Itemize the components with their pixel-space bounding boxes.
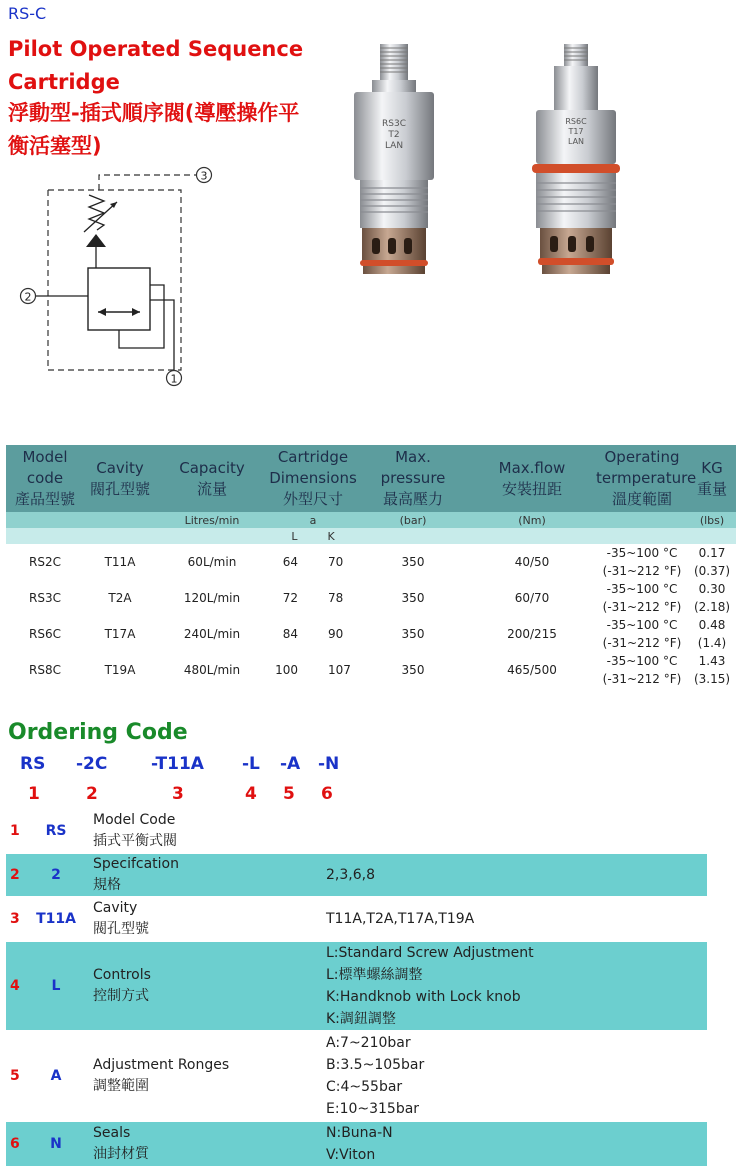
port-2-label: 2 xyxy=(24,290,32,304)
code-part-model: RS xyxy=(20,754,46,774)
dim-label-k: K xyxy=(327,529,335,543)
page-title-zh: 浮動型-插式順序閥(導壓操作平衡活塞型) xyxy=(8,101,300,158)
code-index: 3 xyxy=(172,784,184,804)
ordering-code-title: Ordering Code xyxy=(8,720,188,745)
header-cavity: Cavity 閥孔型號 xyxy=(84,445,156,512)
engraving-line-1: RS3C xyxy=(382,119,406,129)
engraving-line-2: T17 xyxy=(568,127,584,136)
header-torque: Max.flow 安裝扭距 xyxy=(468,445,596,512)
ordering-row-model: 1 RS Model Code 插式平衡式閥 xyxy=(10,812,177,849)
code-index: 6 xyxy=(321,784,333,804)
ordering-row-controls: 4 L Controls 控制方式 L:Standard Screw Adjustment L:標準螺絲調整 K:Handknob with Lock knob K:調鈕調整 xyxy=(6,942,707,1030)
code-part-range: -A xyxy=(280,754,301,774)
spec-header-row xyxy=(6,445,736,512)
code-part-seals: -N xyxy=(318,754,340,774)
engraving-line-3: LAN xyxy=(567,137,585,146)
unit-capacity: Litres/min xyxy=(156,512,268,528)
ordering-row-cavity: 3 T11A Cavity 閥孔型號 T11A,T2A,T17A,T19A xyxy=(10,900,475,937)
code-part-controls: -L xyxy=(242,754,260,774)
header-capacity: Capacity 流量 xyxy=(156,445,268,512)
unit-weight: (lbs) xyxy=(688,512,736,528)
port-3-label: 3 xyxy=(200,169,208,183)
spec-dim-labels-row xyxy=(6,528,736,544)
cartridge-photo-rs3c xyxy=(330,38,460,283)
header-temperature: Operating termperature 溫度範圍 xyxy=(596,445,688,512)
ordering-row-range: 5 A Adjustment Ronges 調整範圍 A:7~210bar B:3.5~105bar C:4~55bar E:10~315bar xyxy=(10,1035,425,1117)
port-1-label: 1 xyxy=(170,372,178,386)
code-index: 5 xyxy=(283,784,295,804)
spec-units-row xyxy=(6,512,736,528)
table-row: RS3C T2A 120L/min 72 78 350 60/70 -35~100 °C (-31~212 °F) 0.30 (2.18) xyxy=(29,582,731,614)
table-row: RS2C T11A 60L/min 64 70 350 40/50 -35~100 °C (-31~212 °F) 0.17 (0.37) xyxy=(29,546,731,578)
engraving-line-3: LAN xyxy=(384,141,404,151)
dim-label-l: L xyxy=(291,529,298,543)
engraving-line-2: T2 xyxy=(388,130,400,140)
unit-torque: (Nm) xyxy=(468,512,596,528)
header-weight: KG 重量 xyxy=(688,445,736,512)
page-title-en: Pilot Operated Sequence Cartridge xyxy=(8,37,304,94)
ordering-row-spec: 2 2 Specifcation 規格 2,3,6,8 xyxy=(6,854,707,896)
table-row: RS8C T19A 480L/min 100 107 350 465/500 -35~100 °C (-31~212 °F) 1.43 (3.15) xyxy=(29,654,731,686)
header-model: Model code 產品型號 xyxy=(6,445,84,512)
unit-dimensions: a xyxy=(268,512,358,528)
code-index: 1 xyxy=(28,784,40,804)
spec-table xyxy=(6,445,736,688)
header-pressure: Max. pressure 最高壓力 xyxy=(358,445,468,512)
code-part-cavity: -T11A xyxy=(151,754,204,774)
unit-pressure: (bar) xyxy=(358,512,468,528)
cartridge-photo-rs6c xyxy=(512,38,642,283)
table-row: RS6C T17A 240L/min 84 90 350 200/215 -35~100 °C (-31~212 °F) 0.48 (1.4) xyxy=(29,618,727,650)
code-index: 2 xyxy=(86,784,98,804)
ordering-table xyxy=(6,810,707,1166)
ordering-row-seals: 6 N Seals 油封材質 N:Buna-N V:Viton xyxy=(6,1122,707,1166)
code-index: 4 xyxy=(245,784,257,804)
code-part-spec: -2C xyxy=(76,754,108,774)
engraving-line-1: RS6C xyxy=(565,117,587,126)
header-dimensions: Cartridge Dimensions 外型尺寸 xyxy=(268,445,358,512)
hydraulic-schematic xyxy=(14,160,224,395)
model-tag: RS-C xyxy=(8,4,47,23)
